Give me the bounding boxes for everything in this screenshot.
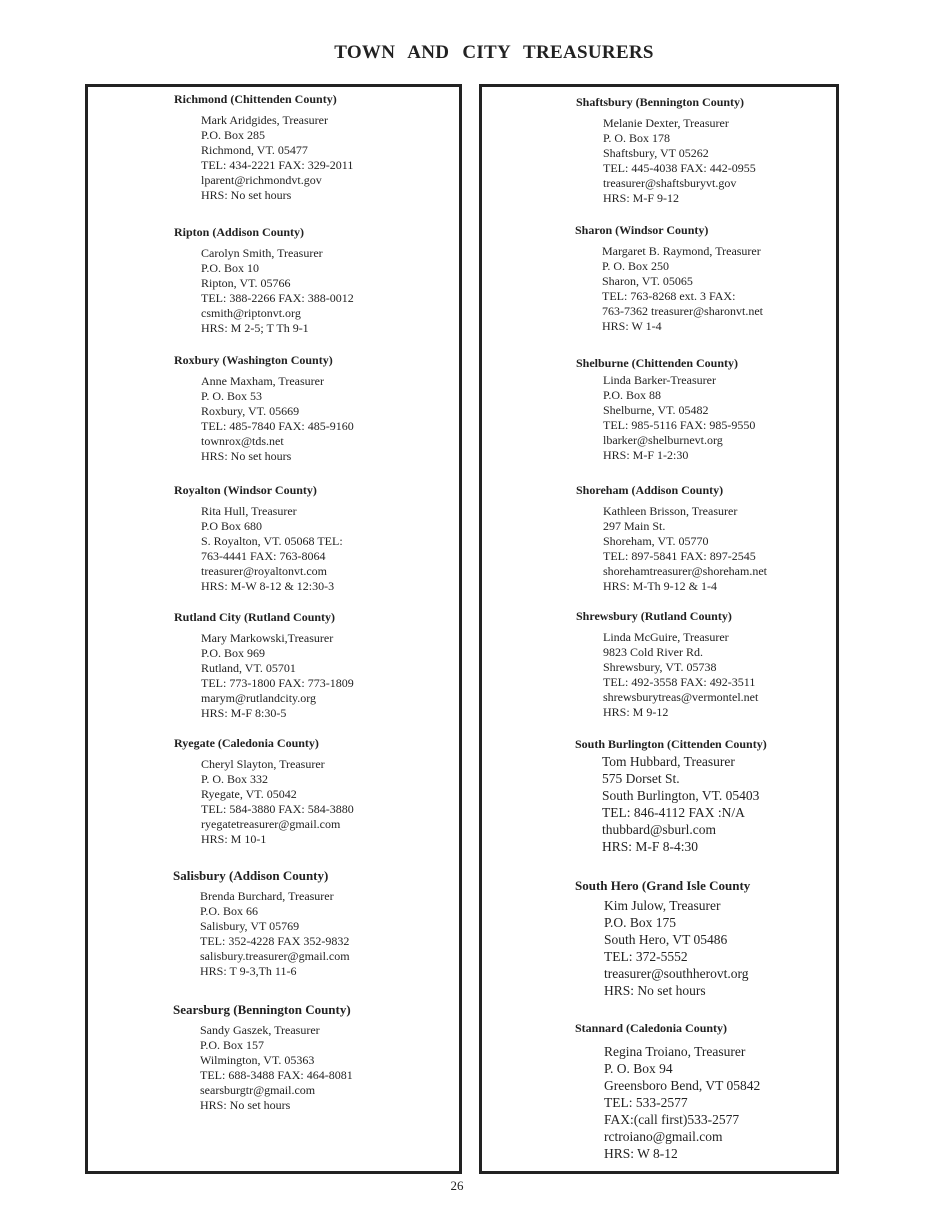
treasurer-name: Regina Troiano, Treasurer	[604, 1044, 746, 1059]
treasurer-name: Mark Aridgides, Treasurer	[201, 113, 328, 127]
treasurer-name: Melanie Dexter, Treasurer	[603, 116, 729, 130]
mailing-address: P. O. Box 332	[201, 772, 269, 786]
treasurer-name: Sandy Gaszek, Treasurer	[200, 1023, 320, 1037]
town-heading: Salisbury (Addison County)	[173, 868, 329, 883]
city-zip: Sharon, VT. 05065	[602, 274, 693, 288]
email: shrewsburytreas@vermontel.net	[603, 690, 759, 704]
town-heading: South Hero (Grand Isle County	[575, 878, 751, 893]
phone-fax: TEL: 763-8268 ext. 3 FAX:	[602, 289, 736, 303]
contact-lines	[603, 504, 767, 594]
mailing-address: P. O. Box 94	[604, 1061, 673, 1076]
treasurer-name: Kim Julow, Treasurer	[604, 898, 721, 913]
town-heading: Roxbury (Washington County)	[174, 353, 333, 367]
entry-rutland-city	[174, 610, 354, 721]
email: searsburgtr@gmail.com	[200, 1083, 316, 1097]
phone-fax: TEL: 985-5116 FAX: 985-9550	[603, 418, 756, 432]
entry-royalton	[174, 483, 343, 594]
contact-lines	[200, 889, 350, 979]
phone-fax: TEL: 388-2266 FAX: 388-0012	[201, 291, 354, 305]
mailing-address: P.O. Box 10	[201, 261, 260, 275]
entry-south-hero	[575, 878, 750, 999]
town-heading: Rutland City (Rutland County)	[174, 610, 336, 624]
phone-fax: TEL: 688-3488 FAX: 464-8081	[200, 1068, 353, 1082]
email: thubbard@sburl.com	[602, 822, 717, 837]
mailing-address: P. O. Box 250	[602, 259, 670, 273]
entry-sharon	[575, 223, 763, 334]
mailing-address: P.O. Box 969	[201, 646, 266, 660]
contact-lines	[201, 757, 354, 847]
contact-lines	[201, 246, 354, 336]
office-hours: HRS: W 8-12	[604, 1146, 678, 1161]
office-hours: HRS: M-F 1-2:30	[603, 448, 689, 462]
office-hours: HRS: M 9-12	[603, 705, 669, 719]
entry-stannard	[575, 1021, 760, 1162]
city-zip: Salisbury, VT 05769	[200, 919, 300, 933]
entry-shoreham	[576, 483, 767, 594]
entry-roxbury	[174, 353, 354, 464]
contact-lines	[602, 753, 767, 855]
phone-fax: TEL: 492-3558 FAX: 492-3511	[603, 675, 756, 689]
town-heading: Sharon (Windsor County)	[575, 223, 709, 237]
city-zip: Roxbury, VT. 05669	[201, 404, 300, 418]
office-hours: HRS: M-F 9-12	[603, 191, 680, 205]
contact-lines	[200, 1023, 353, 1113]
treasurer-name: Cheryl Slayton, Treasurer	[201, 757, 325, 771]
treasurer-name: Margaret B. Raymond, Treasurer	[602, 244, 761, 258]
email: lparent@richmondvt.gov	[201, 173, 322, 187]
city-zip: Shrewsbury, VT. 05738	[603, 660, 717, 674]
office-hours: HRS: M-F 8-4:30	[602, 839, 699, 854]
office-hours: HRS: M-Th 9-12 & 1-4	[603, 579, 717, 593]
contact-lines	[603, 373, 755, 463]
city-zip: Shaftsbury, VT 05262	[603, 146, 709, 160]
office-hours: HRS: No set hours	[201, 449, 292, 463]
email: csmith@riptonvt.org	[201, 306, 301, 320]
email: townrox@tds.net	[201, 434, 284, 448]
town-heading: Shaftsbury (Bennington County)	[576, 95, 745, 109]
mailing-address: P. O. Box 53	[201, 389, 263, 403]
phone-fax: TEL: 372-5552	[604, 949, 688, 964]
city-zip: Richmond, VT. 05477	[201, 143, 308, 157]
treasurer-name: Kathleen Brisson, Treasurer	[603, 504, 738, 518]
town-heading: Ryegate (Caledonia County)	[174, 736, 319, 750]
page-title: TOWN AND CITY TREASURERS	[334, 42, 654, 63]
town-heading: Ripton (Addison County)	[174, 225, 305, 239]
entry-richmond	[174, 92, 353, 203]
email: shorehamtreasurer@shoreham.net	[603, 564, 767, 578]
entry-shaftsbury	[576, 95, 756, 206]
town-heading: Shoreham (Addison County)	[576, 483, 724, 497]
mailing-address: P.O. Box 88	[603, 388, 662, 402]
phone-fax: TEL: 434-2221 FAX: 329-2011	[201, 158, 354, 172]
mailing-address: 297 Main St.	[603, 519, 666, 533]
phone: TEL: 533-2577	[604, 1095, 688, 1110]
mailing-address: P.O Box 680	[201, 519, 263, 533]
office-hours: HRS: M 2-5; T Th 9-1	[201, 321, 309, 335]
entry-shrewsbury	[576, 609, 758, 720]
phone-fax: TEL: 773-1800 FAX: 773-1809	[201, 676, 354, 690]
email: 763-7362 treasurer@sharonvt.net	[602, 304, 764, 318]
email: rctroiano@gmail.com	[604, 1129, 723, 1144]
email: salisbury.treasurer@gmail.com	[200, 949, 350, 963]
entry-shelburne	[576, 356, 755, 463]
contact-lines	[604, 897, 750, 999]
entry-searsburg	[173, 1002, 353, 1113]
contact-lines	[201, 504, 343, 594]
town-heading: Searsburg (Bennington County)	[173, 1002, 351, 1017]
office-hours: HRS: No set hours	[604, 983, 706, 998]
city-zip: Shoreham, VT. 05770	[603, 534, 709, 548]
contact-lines	[201, 631, 354, 721]
office-hours: HRS: W 1-4	[602, 319, 662, 333]
phone-fax: TEL: 584-3880 FAX: 584-3880	[201, 802, 354, 816]
contact-lines	[603, 116, 756, 206]
mailing-address: P.O. Box 175	[604, 915, 677, 930]
mailing-address: P. O. Box 178	[603, 131, 671, 145]
city-zip: Rutland, VT. 05701	[201, 661, 296, 675]
email: ryegatetreasurer@gmail.com	[201, 817, 341, 831]
city-zip: Shelburne, VT. 05482	[603, 403, 709, 417]
contact-lines	[603, 630, 758, 720]
contact-lines	[201, 374, 354, 464]
city-zip: Wilmington, VT. 05363	[200, 1053, 315, 1067]
city-zip: Ryegate, VT. 05042	[201, 787, 297, 801]
office-hours: HRS: T 9-3,Th 11-6	[200, 964, 297, 978]
office-hours: HRS: No set hours	[200, 1098, 291, 1112]
phone-fax: 763-4441 FAX: 763-8064	[201, 549, 326, 563]
email: treasurer@shaftsburyvt.gov	[603, 176, 737, 190]
entry-ripton	[174, 225, 354, 336]
contact-lines	[602, 244, 763, 334]
town-heading: Shrewsbury (Rutland County)	[576, 609, 732, 623]
fax: FAX:(call first)533-2577	[604, 1112, 740, 1127]
town-heading: Stannard (Caledonia County)	[575, 1021, 728, 1035]
mailing-address: P.O. Box 157	[200, 1038, 265, 1052]
phone-fax: TEL: 445-4038 FAX: 442-0955	[603, 161, 756, 175]
treasurer-name: Linda McGuire, Treasurer	[603, 630, 729, 644]
phone-fax: TEL: 846-4112 FAX :N/A	[602, 805, 745, 820]
email: marym@rutlandcity.org	[201, 691, 317, 705]
office-hours: HRS: M 10-1	[201, 832, 267, 846]
email: treasurer@royaltonvt.com	[201, 564, 328, 578]
contact-lines	[201, 113, 353, 203]
page-number: 26	[450, 1178, 464, 1193]
phone-fax: TEL: 485-7840 FAX: 485-9160	[201, 419, 354, 433]
office-hours: HRS: M-W 8-12 & 12:30-3	[201, 579, 335, 593]
town-heading: Royalton (Windsor County)	[174, 483, 317, 497]
mailing-address: P.O. Box 66	[200, 904, 259, 918]
office-hours: HRS: No set hours	[201, 188, 292, 202]
mailing-address: 9823 Cold River Rd.	[603, 645, 704, 659]
town-heading: South Burlington (Cittenden County)	[575, 737, 767, 751]
treasurer-name: Linda Barker-Treasurer	[603, 373, 716, 387]
treasurer-name: Anne Maxham, Treasurer	[201, 374, 324, 388]
town-heading: Richmond (Chittenden County)	[174, 92, 337, 106]
contact-lines	[604, 1043, 760, 1162]
city-zip: S. Royalton, VT. 05068 TEL:	[201, 534, 343, 548]
entry-salisbury	[173, 868, 350, 979]
treasurer-name: Mary Markowski,Treasurer	[201, 631, 334, 645]
email: treasurer@southherovt.org	[604, 966, 749, 981]
phone-fax: TEL: 897-5841 FAX: 897-2545	[603, 549, 756, 563]
treasurer-name: Rita Hull, Treasurer	[201, 504, 297, 518]
city-zip: Ripton, VT. 05766	[201, 276, 291, 290]
treasurer-name: Carolyn Smith, Treasurer	[201, 246, 323, 260]
mailing-address: 575 Dorset St.	[602, 771, 680, 786]
entry-south-burlington	[575, 737, 767, 855]
city-zip: South Hero, VT 05486	[604, 932, 728, 947]
mailing-address: P.O. Box 285	[201, 128, 266, 142]
phone-fax: TEL: 352-4228 FAX 352-9832	[200, 934, 350, 948]
email: lbarker@shelburnevt.org	[603, 433, 723, 447]
office-hours: HRS: M-F 8:30-5	[201, 706, 287, 720]
town-heading: Shelburne (Chittenden County)	[576, 356, 739, 370]
entry-ryegate	[174, 736, 354, 847]
city-zip: South Burlington, VT. 05403	[602, 788, 760, 803]
treasurer-name: Brenda Burchard, Treasurer	[200, 889, 334, 903]
city-zip: Greensboro Bend, VT 05842	[604, 1078, 761, 1093]
treasurer-name: Tom Hubbard, Treasurer	[602, 754, 735, 769]
